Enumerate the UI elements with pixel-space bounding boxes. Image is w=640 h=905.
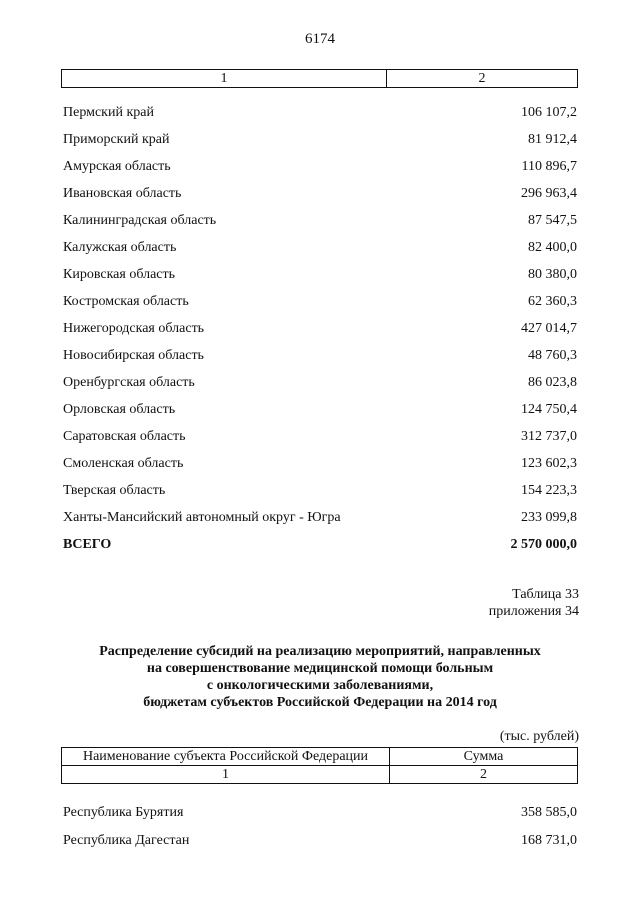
region-value: 168 731,0 [521,833,577,848]
title-line: на совершенствование медицинской помощи больным [146,661,494,676]
region-name: Приморский край [63,132,170,147]
table-row [63,321,577,341]
col1-number: 1 [62,70,387,88]
appendix-number: приложения 34 [488,604,579,619]
region-name: Пермский край [63,105,154,120]
region-value: 154 223,3 [521,483,577,498]
region-name: Нижегородская область [63,321,205,336]
region-value: 87 547,5 [528,213,577,228]
col1-number: 1 [62,766,390,784]
col2-number: 2 [390,766,578,784]
region-value: 233 099,8 [521,510,577,525]
table-row [63,240,577,260]
title-line: с онкологическими заболеваниями, [206,678,434,693]
region-name: Ивановская область [63,186,182,201]
region-value: 82 400,0 [528,240,577,255]
region-name: Новосибирская область [63,348,204,363]
region-value: 81 912,4 [528,132,577,147]
col2-number: 2 [387,70,578,88]
total-label: ВСЕГО [63,537,112,552]
region-value: 62 360,3 [528,294,577,309]
table-number: Таблица 33 [512,587,579,602]
region-value: 110 896,7 [521,159,577,174]
region-name: Республика Дагестан [63,833,190,848]
table-row [63,132,577,152]
title-line: Распределение субсидий на реализацию мероприятий, направленных [99,644,541,659]
col1-heading: Наименование субъекта Российской Федерации [62,748,390,766]
table-row [63,294,577,314]
region-value: 106 107,2 [521,105,577,120]
table-row [63,213,577,233]
region-value: 123 602,3 [521,456,577,471]
region-name: Калужская область [63,240,177,255]
table-row [63,402,577,422]
table-row [63,105,577,125]
page-number: 6174 [305,31,335,47]
table-row [63,456,577,476]
region-value: 296 963,4 [521,186,577,201]
table-row [63,186,577,206]
region-value: 124 750,4 [521,402,577,417]
region-value: 80 380,0 [528,267,577,282]
table-row [63,159,577,179]
region-name: Кировская область [63,267,176,282]
region-value: 358 585,0 [521,805,577,820]
region-value: 427 014,7 [521,321,577,336]
region-name: Республика Бурятия [63,805,184,820]
table-row [63,375,577,395]
table-row [63,483,577,503]
region-name: Оренбургская область [63,375,195,390]
region-name: Ханты-Мансийский автономный округ - Югра [63,510,341,525]
col2-heading: Сумма [390,748,578,766]
table-row [63,429,577,449]
bottom-table-header [61,747,578,784]
table-row [63,805,577,825]
region-name: Орловская область [63,402,176,417]
region-name: Костромская область [63,294,189,309]
region-name: Амурская область [63,159,171,174]
region-name: Тверская область [63,483,166,498]
region-name: Саратовская область [63,429,186,444]
region-value: 312 737,0 [521,429,577,444]
table-row [63,348,577,368]
top-table-header [61,69,578,88]
units-label: (тыс. рублей) [499,729,579,744]
total-value: 2 570 000,0 [510,537,577,552]
region-value: 86 023,8 [528,375,577,390]
title-line: бюджетам субъектов Российской Федерации на 2014 год [143,695,497,710]
table-row [63,267,577,287]
region-value: 48 760,3 [528,348,577,363]
region-name: Смоленская область [63,456,184,471]
table-reference [489,586,579,620]
total-row [63,537,577,557]
region-name: Калининградская область [63,213,217,228]
section-title [40,643,600,711]
table-row [63,833,577,853]
table-row [63,510,577,530]
